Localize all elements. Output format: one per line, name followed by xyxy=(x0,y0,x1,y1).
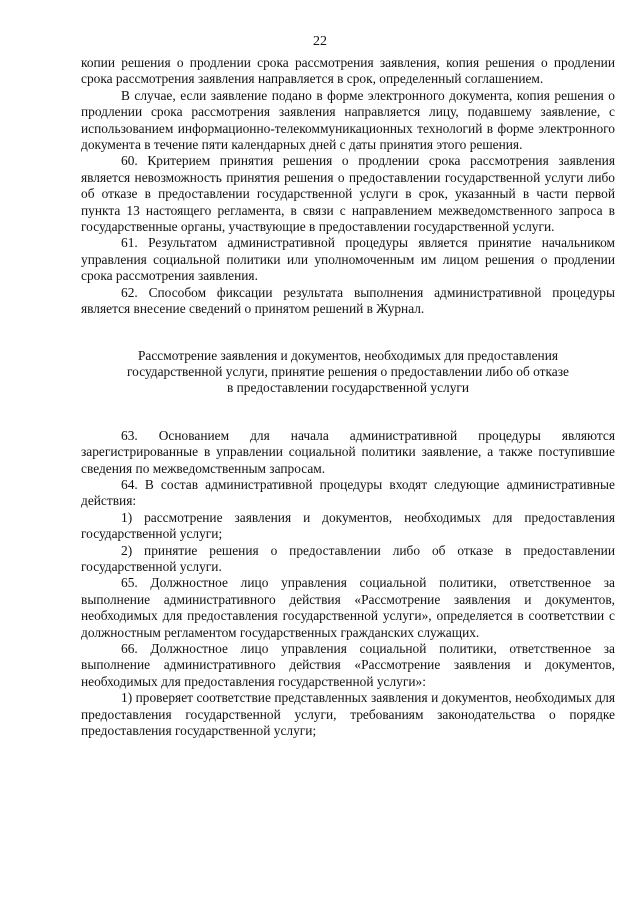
paragraph: 63. Основанием для начала административной процедуры являются зарегистрированные в управлении социальной политики заявление, а также поступившие сведения по межведомственным запросам. xyxy=(81,427,615,476)
paragraph: 66. Должностное лицо управления социальной политики, ответственное за выполнение административного действия «Рассмотрение заявления и документов, необходимых для предоставления государственной услуги»: xyxy=(81,641,615,689)
paragraph: 65. Должностное лицо управления социальной политики, ответственное за выполнение административного действия «Рассмотрение заявления и документов, необходимых для предоставления государственной услуги», определяется в соответствии с должностным регламентом государственных гражданских служащих. xyxy=(81,575,615,640)
list-item: 1) рассмотрение заявления и документов, необходимых для предоставления государственной услуги; xyxy=(81,509,615,542)
paragraph: В случае, если заявление подано в форме электронного документа, копия решения о продлении срока рассмотрения заявления направляется лицу, подавшему заявление, с использованием информационно-телекоммуникационных технологий в форме электронного документа в течение пяти календарных дней с даты принятия этого решения. xyxy=(81,87,615,153)
section-heading-line: государственной услуги, принятие решения о предоставлении либо об отказе xyxy=(127,363,569,379)
paragraph: 60. Критерием принятия решения о продлении срока рассмотрения заявления является невозможность принятия решения о предоставлении государственной услуги либо об отказе в предоставлении государственной услуги в срок, указанный в части первой пункта 13 настоящего регламента, в связи с направлением межведомственного запроса в государственные органы, участвующие в предоставлении государственной услуги. xyxy=(81,153,615,235)
section-heading-line: Рассмотрение заявления и документов, необходимых для предоставления xyxy=(137,347,559,363)
paragraph: 61. Результатом административной процедуры является принятие начальником управления социальной политики или уполномоченным им лицом решения о продлении срока рассмотрения заявления. xyxy=(81,235,615,284)
paragraph: 64. В состав административной процедуры входят следующие административные действия: xyxy=(81,476,615,509)
list-item: 2) принятие решения о предоставлении либо об отказе в предоставлении государственной услуги. xyxy=(81,542,615,574)
section-heading xyxy=(81,348,615,397)
document-body xyxy=(81,55,615,739)
list-item: 1) проверяет соответствие представленных заявления и документов, необходимых для предоставления государственной услуги, требованиям законодательства о порядке предоставления государственной услуги; xyxy=(81,690,615,739)
paragraph: копии решения о продлении срока рассмотрения заявления, копия решения о продлении срока рассмотрения заявления направляется в срок, определенный соглашением. xyxy=(81,55,615,87)
page-number: 22 xyxy=(313,34,327,49)
section-heading-line: в предоставлении государственной услуги xyxy=(226,380,470,396)
paragraph: 62. Способом фиксации результата выполнения административной процедуры является внесение сведений о принятом решений в Журнал. xyxy=(81,284,615,317)
